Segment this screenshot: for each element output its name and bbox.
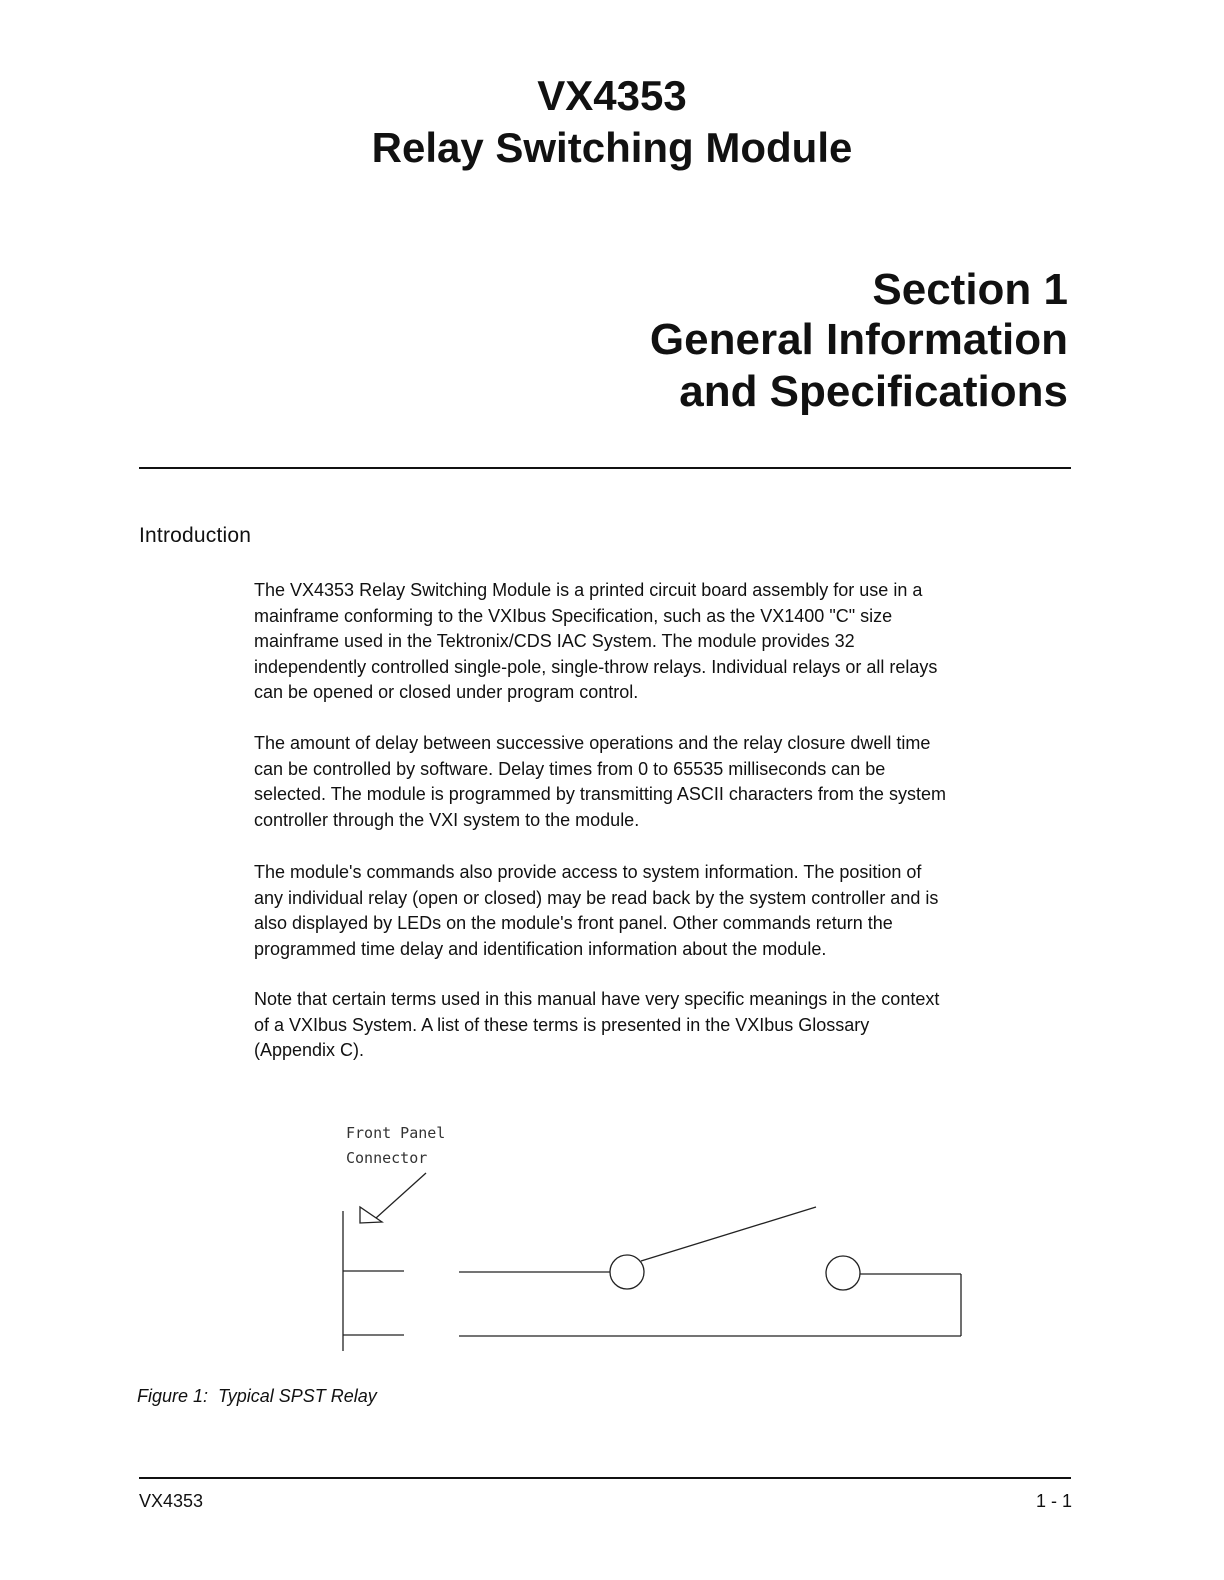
paragraph-line: can be opened or closed under program control. — [254, 682, 639, 702]
relay-switch-arm — [641, 1207, 816, 1261]
paragraph-line: The amount of delay between successive operations and the relay closure dwell time — [254, 733, 931, 753]
paragraph-line: Note that certain terms used in this manual have very specific meanings in the context — [254, 989, 940, 1009]
paragraph-line: also displayed by LEDs on the module's front panel. Other commands return the — [254, 913, 893, 933]
paragraph-line: programmed time delay and identification information about the module. — [254, 938, 827, 959]
connector-label: Connector — [346, 1149, 428, 1167]
paragraph-line: The module's commands also provide access to system information. The position of — [254, 862, 922, 882]
paragraph-line: controller through the VXI system to the module. — [254, 809, 640, 830]
front-panel-label: Front Panel — [346, 1124, 446, 1142]
figure-caption: Figure 1: Typical SPST Relay — [137, 1386, 377, 1406]
section-title-line-2: and Specifications — [679, 367, 1068, 416]
intro-paragraph-2 — [254, 731, 1074, 833]
paragraph-line: (Appendix C). — [254, 1040, 365, 1060]
paragraph-line: any individual relay (open or closed) may be read back by the system controller and is — [254, 887, 939, 908]
section-number-heading: Section 1 — [872, 265, 1068, 314]
footer-divider — [139, 1477, 1071, 1479]
relay-contact-open — [826, 1256, 860, 1290]
relay-contact-common — [610, 1255, 644, 1289]
intro-paragraph-3 — [254, 860, 1074, 962]
paragraph-line: mainframe conforming to the VXIbus Specification, such as the VX1400 "C" size — [254, 605, 893, 626]
page-number: 1 - 1 — [1035, 1491, 1072, 1511]
paragraph-line: of a VXIbus System. A list of these terms is presented in the VXIbus Glossary — [254, 1014, 870, 1035]
paragraph-line: can be controlled by software. Delay times from 0 to 65535 milliseconds can be — [254, 758, 886, 779]
document-subtitle: Relay Switching Module — [371, 124, 853, 171]
paragraph-line: independently controlled single-pole, single-throw relays. Individual relays or all relays — [254, 656, 938, 677]
paragraph-line: The VX4353 Relay Switching Module is a printed circuit board assembly for use in a — [254, 580, 923, 600]
intro-paragraph-4 — [254, 987, 1074, 1064]
spst-relay-diagram — [300, 1115, 1000, 1365]
paragraph-line: selected. The module is programmed by transmitting ASCII characters from the system — [254, 784, 946, 804]
paragraph-line: mainframe used in the Tektronix/CDS IAC System. The module provides 32 — [254, 631, 855, 651]
footer-product-name: VX4353 — [139, 1491, 204, 1511]
section-title-line-1: General Information — [649, 315, 1068, 364]
label-leader-line — [376, 1173, 426, 1218]
document-title: VX4353 — [537, 72, 687, 119]
intro-paragraph-1 — [254, 578, 1074, 706]
section-divider — [139, 467, 1071, 469]
introduction-heading: Introduction — [139, 524, 252, 547]
relay-schematic — [300, 1115, 1000, 1365]
